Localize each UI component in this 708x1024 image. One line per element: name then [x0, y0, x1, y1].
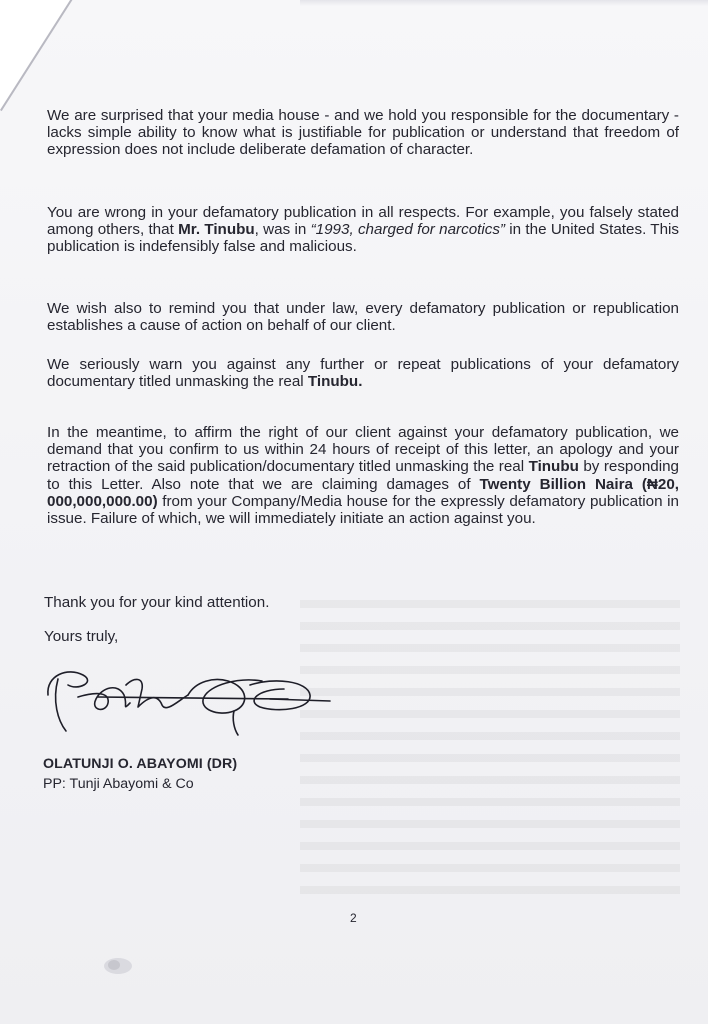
paragraph-surprise: [47, 107, 679, 159]
closing-salutation: Yours truly,: [44, 628, 119, 645]
page-number: 2: [350, 911, 357, 925]
person-name: Tinubu: [528, 458, 579, 476]
paragraph-text: by responding to this Letter. Also note that we are claiming damages of: [47, 458, 679, 493]
paragraph-warning: [47, 356, 679, 390]
signatory-name: OLATUNJI O. ABAYOMI (DR): [43, 756, 238, 772]
paragraph-text: in the United States. This publication is indefensibly false and malicious.: [47, 221, 679, 256]
quoted-claim: “1993, charged for narcotics”: [310, 221, 505, 239]
paragraph-demand: [47, 424, 679, 527]
paragraph-text: You are wrong in your defamatory publication in all respects. For example, you falsely stated among others, that: [47, 204, 679, 239]
person-name: Mr. Tinubu: [178, 221, 255, 239]
paragraph-text: , was in: [254, 221, 311, 239]
signatory-firm: PP: Tunji Abayomi & Co: [43, 776, 194, 792]
paragraph-text: We seriously warn you against any further or repeat publications of your defamatory documentary titled unmasking the real: [47, 356, 679, 391]
show-through-text: [300, 600, 680, 900]
damages-amount: Twenty Billion Naira (₦20, 000,000,000.00): [47, 475, 679, 510]
paragraph-text: We are surprised that your media house - and we hold you responsible for the documentary - lacks simple ability to know what is justifiable for publication or understand that freedom of expression does not include deliberate defamation of character.: [47, 107, 679, 159]
paragraph-wrong-publication: [47, 204, 679, 256]
paragraph-law-reminder: [47, 300, 679, 334]
paragraph-text: We wish also to remind you that under law, every defamatory publication or republication establishes a cause of action on behalf of our client.: [47, 300, 679, 335]
scan-edge-shadow: [300, 0, 708, 6]
paragraph-text: In the meantime, to affirm the right of our client against your defamatory publication, we demand that you confirm to us within 24 hours of receipt of this letter, an apology and your retraction of the said publication/documentary titled unmasking the real: [47, 424, 679, 476]
closing-thanks: Thank you for your kind attention.: [44, 594, 270, 611]
ink-smudge: [101, 955, 135, 977]
handwritten-signature: [38, 655, 338, 739]
paragraph-text: from your Company/Media house for the expressly defamatory publication in issue. Failure of which, we will immediately initiate an action against you.: [47, 492, 679, 528]
person-name: Tinubu.: [307, 373, 363, 391]
